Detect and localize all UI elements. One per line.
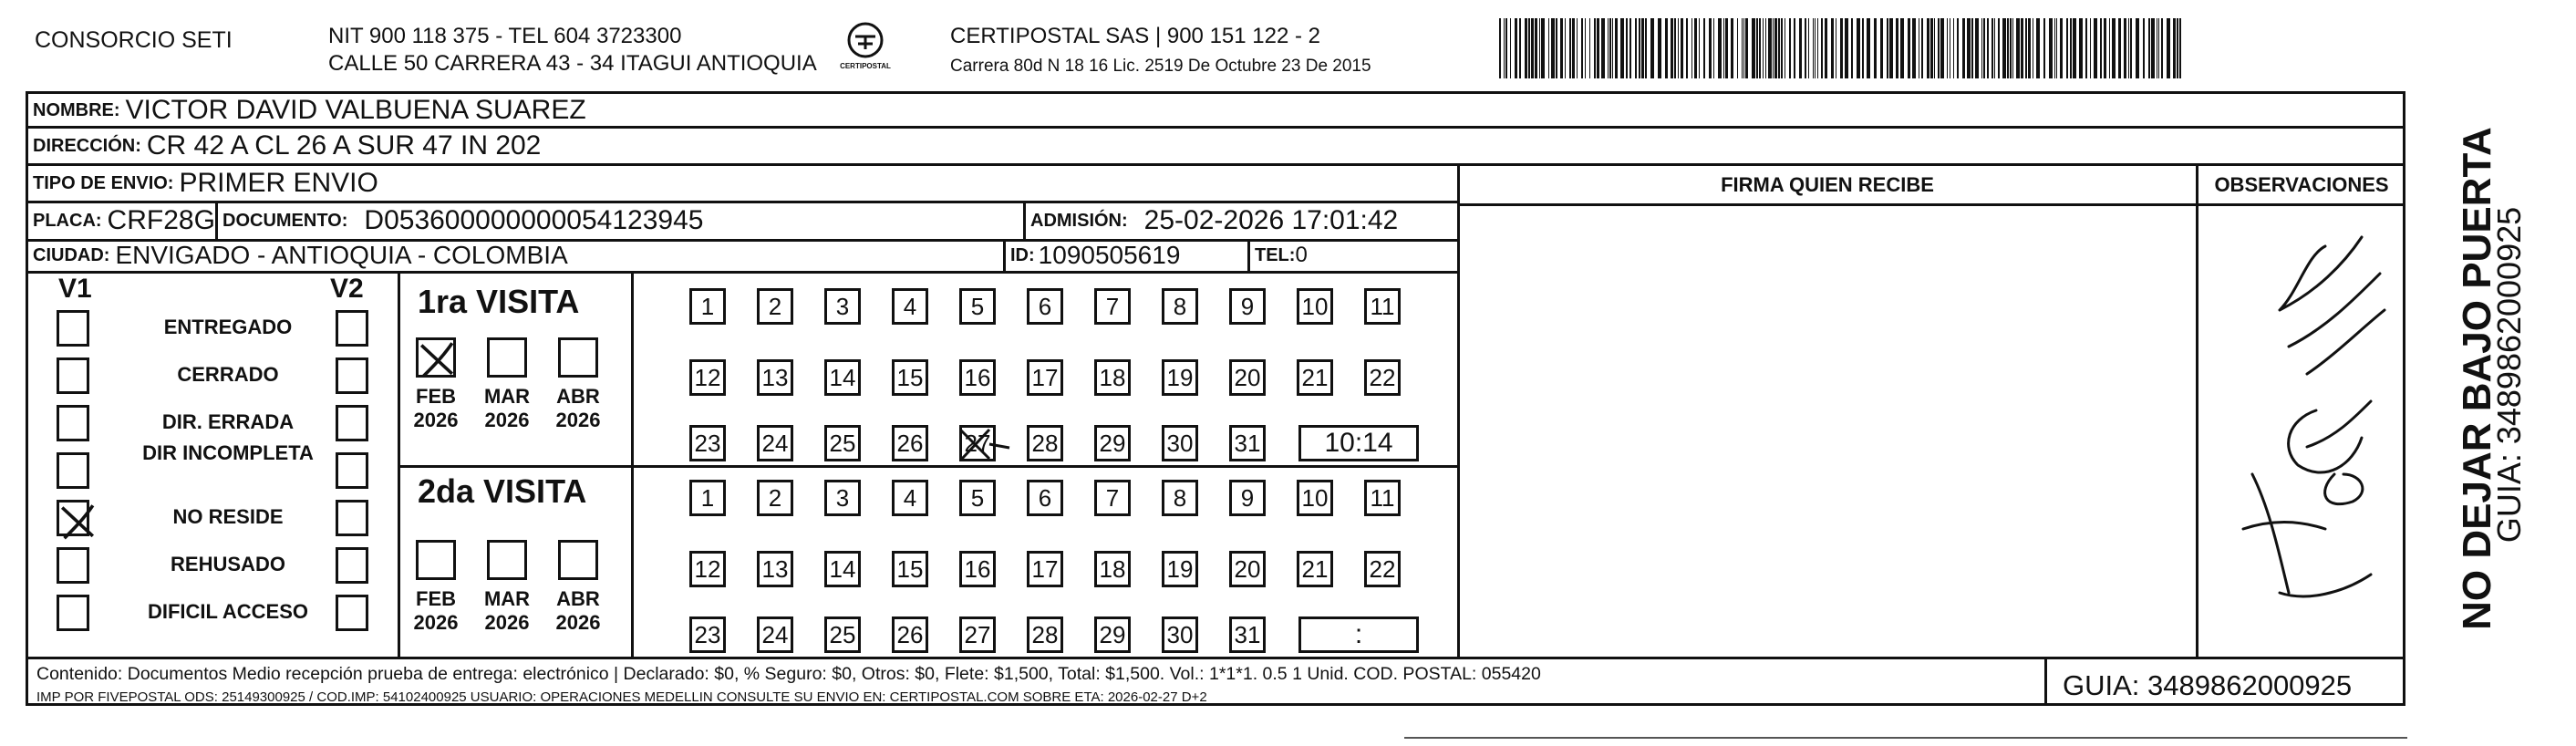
recipient-name: VICTOR DAVID VALBUENA SUAREZ bbox=[125, 95, 586, 125]
month-year: 2026 bbox=[555, 611, 601, 634]
day-box[interactable]: 25 bbox=[824, 425, 861, 461]
day-box[interactable]: 16 bbox=[959, 551, 996, 587]
month-checkbox[interactable] bbox=[416, 337, 456, 378]
month-year: 2026 bbox=[555, 409, 601, 431]
month-checkbox[interactable] bbox=[487, 540, 527, 580]
admission-row bbox=[1030, 203, 1398, 238]
time-field[interactable]: : bbox=[1298, 616, 1419, 653]
side-text bbox=[2416, 109, 2526, 638]
month-checkbox[interactable] bbox=[558, 540, 598, 580]
day-box[interactable]: 5 bbox=[959, 480, 996, 516]
month-name: ABR bbox=[556, 587, 600, 610]
v1-checkbox[interactable] bbox=[57, 452, 89, 489]
address-label: DIRECCIÓN: bbox=[33, 135, 141, 156]
company-line: CERTIPOSTAL SAS | 900 151 122 - 2 bbox=[950, 24, 1320, 48]
day-box[interactable]: 10 bbox=[1297, 288, 1333, 325]
day-box[interactable]: 24 bbox=[757, 425, 793, 461]
day-box[interactable]: 27 bbox=[959, 425, 996, 461]
status-option-label: NO RESIDE bbox=[172, 505, 284, 528]
day-box[interactable]: 27 bbox=[959, 616, 996, 653]
sender-nit: NIT 900 118 375 - TEL 604 3723300 bbox=[328, 24, 682, 48]
v2-checkbox[interactable] bbox=[336, 357, 368, 394]
month-label bbox=[551, 385, 605, 432]
day-box[interactable]: 22 bbox=[1364, 551, 1401, 587]
admission-label: ADMISIÓN: bbox=[1030, 210, 1128, 231]
status-option-label: REHUSADO bbox=[171, 553, 285, 575]
day-box[interactable]: 30 bbox=[1162, 616, 1198, 653]
plate-row bbox=[33, 203, 215, 238]
id-row bbox=[1010, 241, 1180, 270]
name-label: NOMBRE: bbox=[33, 99, 120, 120]
barcode-icon bbox=[1499, 18, 2183, 78]
month-year: 2026 bbox=[484, 409, 530, 431]
day-box[interactable]: 23 bbox=[689, 616, 726, 653]
day-box[interactable]: 18 bbox=[1094, 551, 1131, 587]
visit2-title: 2da VISITA bbox=[418, 472, 587, 510]
day-box[interactable]: 4 bbox=[892, 288, 928, 325]
v1-checkbox[interactable] bbox=[57, 595, 89, 631]
day-box[interactable]: 7 bbox=[1094, 480, 1131, 516]
city-row bbox=[33, 241, 568, 270]
day-box[interactable]: 31 bbox=[1229, 425, 1266, 461]
day-box[interactable]: 12 bbox=[689, 359, 726, 396]
month-label bbox=[480, 587, 534, 635]
v1-checkbox[interactable] bbox=[57, 405, 89, 441]
city-label: CIUDAD: bbox=[33, 244, 110, 265]
status-option-label: CERRADO bbox=[177, 363, 279, 386]
day-box[interactable]: 14 bbox=[824, 551, 861, 587]
day-box[interactable]: 10 bbox=[1297, 480, 1333, 516]
day-box[interactable]: 9 bbox=[1229, 480, 1266, 516]
day-box[interactable]: 20 bbox=[1229, 551, 1266, 587]
month-label bbox=[409, 587, 463, 635]
v2-checkbox[interactable] bbox=[336, 310, 368, 347]
scan-edge-line bbox=[1404, 737, 2407, 739]
month-checkbox[interactable] bbox=[558, 337, 598, 378]
v2-checkbox[interactable] bbox=[336, 595, 368, 631]
v1-label: V1 bbox=[58, 274, 92, 304]
day-box[interactable]: 8 bbox=[1162, 480, 1198, 516]
status-option-label: ENTREGADO bbox=[163, 316, 293, 338]
day-box[interactable]: 26 bbox=[892, 425, 928, 461]
time-field[interactable]: 10:14 bbox=[1298, 425, 1419, 461]
day-box[interactable]: 19 bbox=[1162, 359, 1198, 396]
day-box[interactable]: 15 bbox=[892, 551, 928, 587]
month-year: 2026 bbox=[484, 611, 530, 634]
day-box[interactable]: 6 bbox=[1027, 480, 1063, 516]
imp-line: IMP POR FIVEPOSTAL ODS: 25149300925 / COD.IMP: 54102400925 USUARIO: OPERACIONES MEDELLIN CONSULTE SU ENVIO EN: CERTIPOSTAL.COM SOBRE ETA: 2026-02-27 D+2 bbox=[36, 689, 1207, 705]
day-box[interactable]: 23 bbox=[689, 425, 726, 461]
license-line: Carrera 80d N 18 16 Lic. 2519 De Octubre 23 De 2015 bbox=[950, 57, 1371, 76]
day-box[interactable]: 7 bbox=[1094, 288, 1131, 325]
month-name: ABR bbox=[556, 385, 600, 408]
day-box[interactable]: 13 bbox=[757, 551, 793, 587]
day-box[interactable]: 18 bbox=[1094, 359, 1131, 396]
side-guia: GUIA: 3489862000925 bbox=[2490, 206, 2528, 544]
month-label bbox=[551, 587, 605, 635]
tel-row bbox=[1255, 241, 1308, 270]
day-box[interactable]: 14 bbox=[824, 359, 861, 396]
day-box[interactable]: 20 bbox=[1229, 359, 1266, 396]
tel-label: TEL: bbox=[1255, 244, 1296, 265]
document-label: DOCUMENTO: bbox=[222, 210, 348, 231]
day-box[interactable]: 8 bbox=[1162, 288, 1198, 325]
day-box[interactable]: 31 bbox=[1229, 616, 1266, 653]
day-box[interactable]: 11 bbox=[1364, 288, 1401, 325]
signature-header: FIRMA QUIEN RECIBE bbox=[1721, 173, 1934, 196]
v1-checkbox[interactable] bbox=[57, 357, 89, 394]
day-box[interactable]: 24 bbox=[757, 616, 793, 653]
month-label bbox=[409, 385, 463, 432]
recipient-address: CR 42 A CL 26 A SUR 47 IN 202 bbox=[146, 130, 542, 161]
day-box[interactable]: 13 bbox=[757, 359, 793, 396]
ship-type: PRIMER ENVIO bbox=[179, 168, 378, 198]
day-box[interactable]: 17 bbox=[1027, 551, 1063, 587]
day-box[interactable]: 17 bbox=[1027, 359, 1063, 396]
no-dejar-bajo-puerta: NO DEJAR BAJO PUERTA bbox=[2455, 127, 2499, 630]
logo-text: CERTIPOSTAL bbox=[840, 62, 891, 70]
id-number: 1090505619 bbox=[1038, 241, 1181, 269]
v2-label: V2 bbox=[330, 274, 364, 304]
day-box[interactable]: 29 bbox=[1094, 616, 1131, 653]
day-box[interactable]: 5 bbox=[959, 288, 996, 325]
month-checkbox[interactable] bbox=[487, 337, 527, 378]
plate: CRF28G bbox=[107, 205, 215, 235]
v1-checkbox[interactable] bbox=[57, 547, 89, 584]
visit1-title: 1ra VISITA bbox=[418, 283, 580, 320]
day-box[interactable]: 19 bbox=[1162, 551, 1198, 587]
certipostal-logo-icon bbox=[833, 20, 897, 77]
ship-type-label: TIPO DE ENVIO: bbox=[33, 172, 174, 193]
status-option-label: DIFICIL ACCESO bbox=[147, 600, 308, 623]
day-box[interactable]: 1 bbox=[689, 480, 726, 516]
name-row bbox=[33, 95, 586, 126]
day-box[interactable]: 11 bbox=[1364, 480, 1401, 516]
observations-handwriting bbox=[2225, 210, 2398, 648]
day-box[interactable]: 28 bbox=[1027, 425, 1063, 461]
day-box[interactable]: 30 bbox=[1162, 425, 1198, 461]
sender-name: CONSORCIO SETI bbox=[35, 27, 233, 53]
day-box[interactable]: 15 bbox=[892, 359, 928, 396]
day-box[interactable]: 2 bbox=[757, 480, 793, 516]
v2-checkbox[interactable] bbox=[336, 452, 368, 489]
month-label bbox=[480, 385, 534, 432]
status-option-label: DIR. ERRADA bbox=[161, 410, 295, 433]
month-year: 2026 bbox=[413, 611, 459, 634]
day-box[interactable]: 21 bbox=[1297, 551, 1333, 587]
month-name: MAR bbox=[483, 587, 531, 610]
day-box[interactable]: 3 bbox=[824, 288, 861, 325]
day-box[interactable]: 9 bbox=[1229, 288, 1266, 325]
v2-checkbox[interactable] bbox=[336, 547, 368, 584]
day-box[interactable]: 4 bbox=[892, 480, 928, 516]
v2-checkbox[interactable] bbox=[336, 405, 368, 441]
day-box[interactable]: 16 bbox=[959, 359, 996, 396]
month-name: MAR bbox=[483, 385, 531, 408]
day-box[interactable]: 28 bbox=[1027, 616, 1063, 653]
day-box[interactable]: 25 bbox=[824, 616, 861, 653]
plate-label: PLACA: bbox=[33, 210, 102, 231]
v2-checkbox[interactable] bbox=[336, 500, 368, 536]
observations-header: OBSERVACIONES bbox=[2214, 173, 2389, 196]
month-checkbox[interactable] bbox=[416, 540, 456, 580]
day-box[interactable]: 6 bbox=[1027, 288, 1063, 325]
tel-number: 0 bbox=[1295, 243, 1308, 267]
admission-date: 25-02-2026 17:01:42 bbox=[1143, 205, 1399, 235]
v1-checkbox[interactable] bbox=[57, 310, 89, 347]
day-box[interactable]: 2 bbox=[757, 288, 793, 325]
day-box[interactable]: 21 bbox=[1297, 359, 1333, 396]
day-box[interactable]: 3 bbox=[824, 480, 861, 516]
address-row bbox=[33, 130, 541, 162]
day-box[interactable]: 26 bbox=[892, 616, 928, 653]
day-box[interactable]: 22 bbox=[1364, 359, 1401, 396]
month-name: FEB bbox=[416, 385, 456, 408]
day-box[interactable]: 12 bbox=[689, 551, 726, 587]
sender-address: CALLE 50 CARRERA 43 - 34 ITAGUI ANTIOQUIA bbox=[328, 51, 817, 76]
content-line: Contenido: Documentos Medio recepción prueba de entrega: electrónico | Declarado: $0, % Seguro: $0, Otros: $0, Flete: $1,500, Total: $1,500. Vol.: 1*1*1. 0.5 1 Unid. COD. POSTAL: 055420 bbox=[36, 664, 1541, 684]
document-number: D053600000000054123945 bbox=[364, 205, 704, 235]
id-label: ID: bbox=[1010, 244, 1035, 265]
month-year: 2026 bbox=[413, 409, 459, 431]
day-box[interactable]: 1 bbox=[689, 288, 726, 325]
ship-type-row bbox=[33, 166, 378, 201]
status-option-label: DIR INCOMPLETA bbox=[142, 441, 314, 464]
city: ENVIGADO - ANTIOQUIA - COLOMBIA bbox=[115, 241, 568, 269]
day-box[interactable]: 29 bbox=[1094, 425, 1131, 461]
month-name: FEB bbox=[416, 587, 456, 610]
document-row bbox=[222, 203, 703, 238]
footer-guia: GUIA: 3489862000925 bbox=[2063, 669, 2353, 701]
v1-checkbox[interactable] bbox=[57, 500, 89, 536]
